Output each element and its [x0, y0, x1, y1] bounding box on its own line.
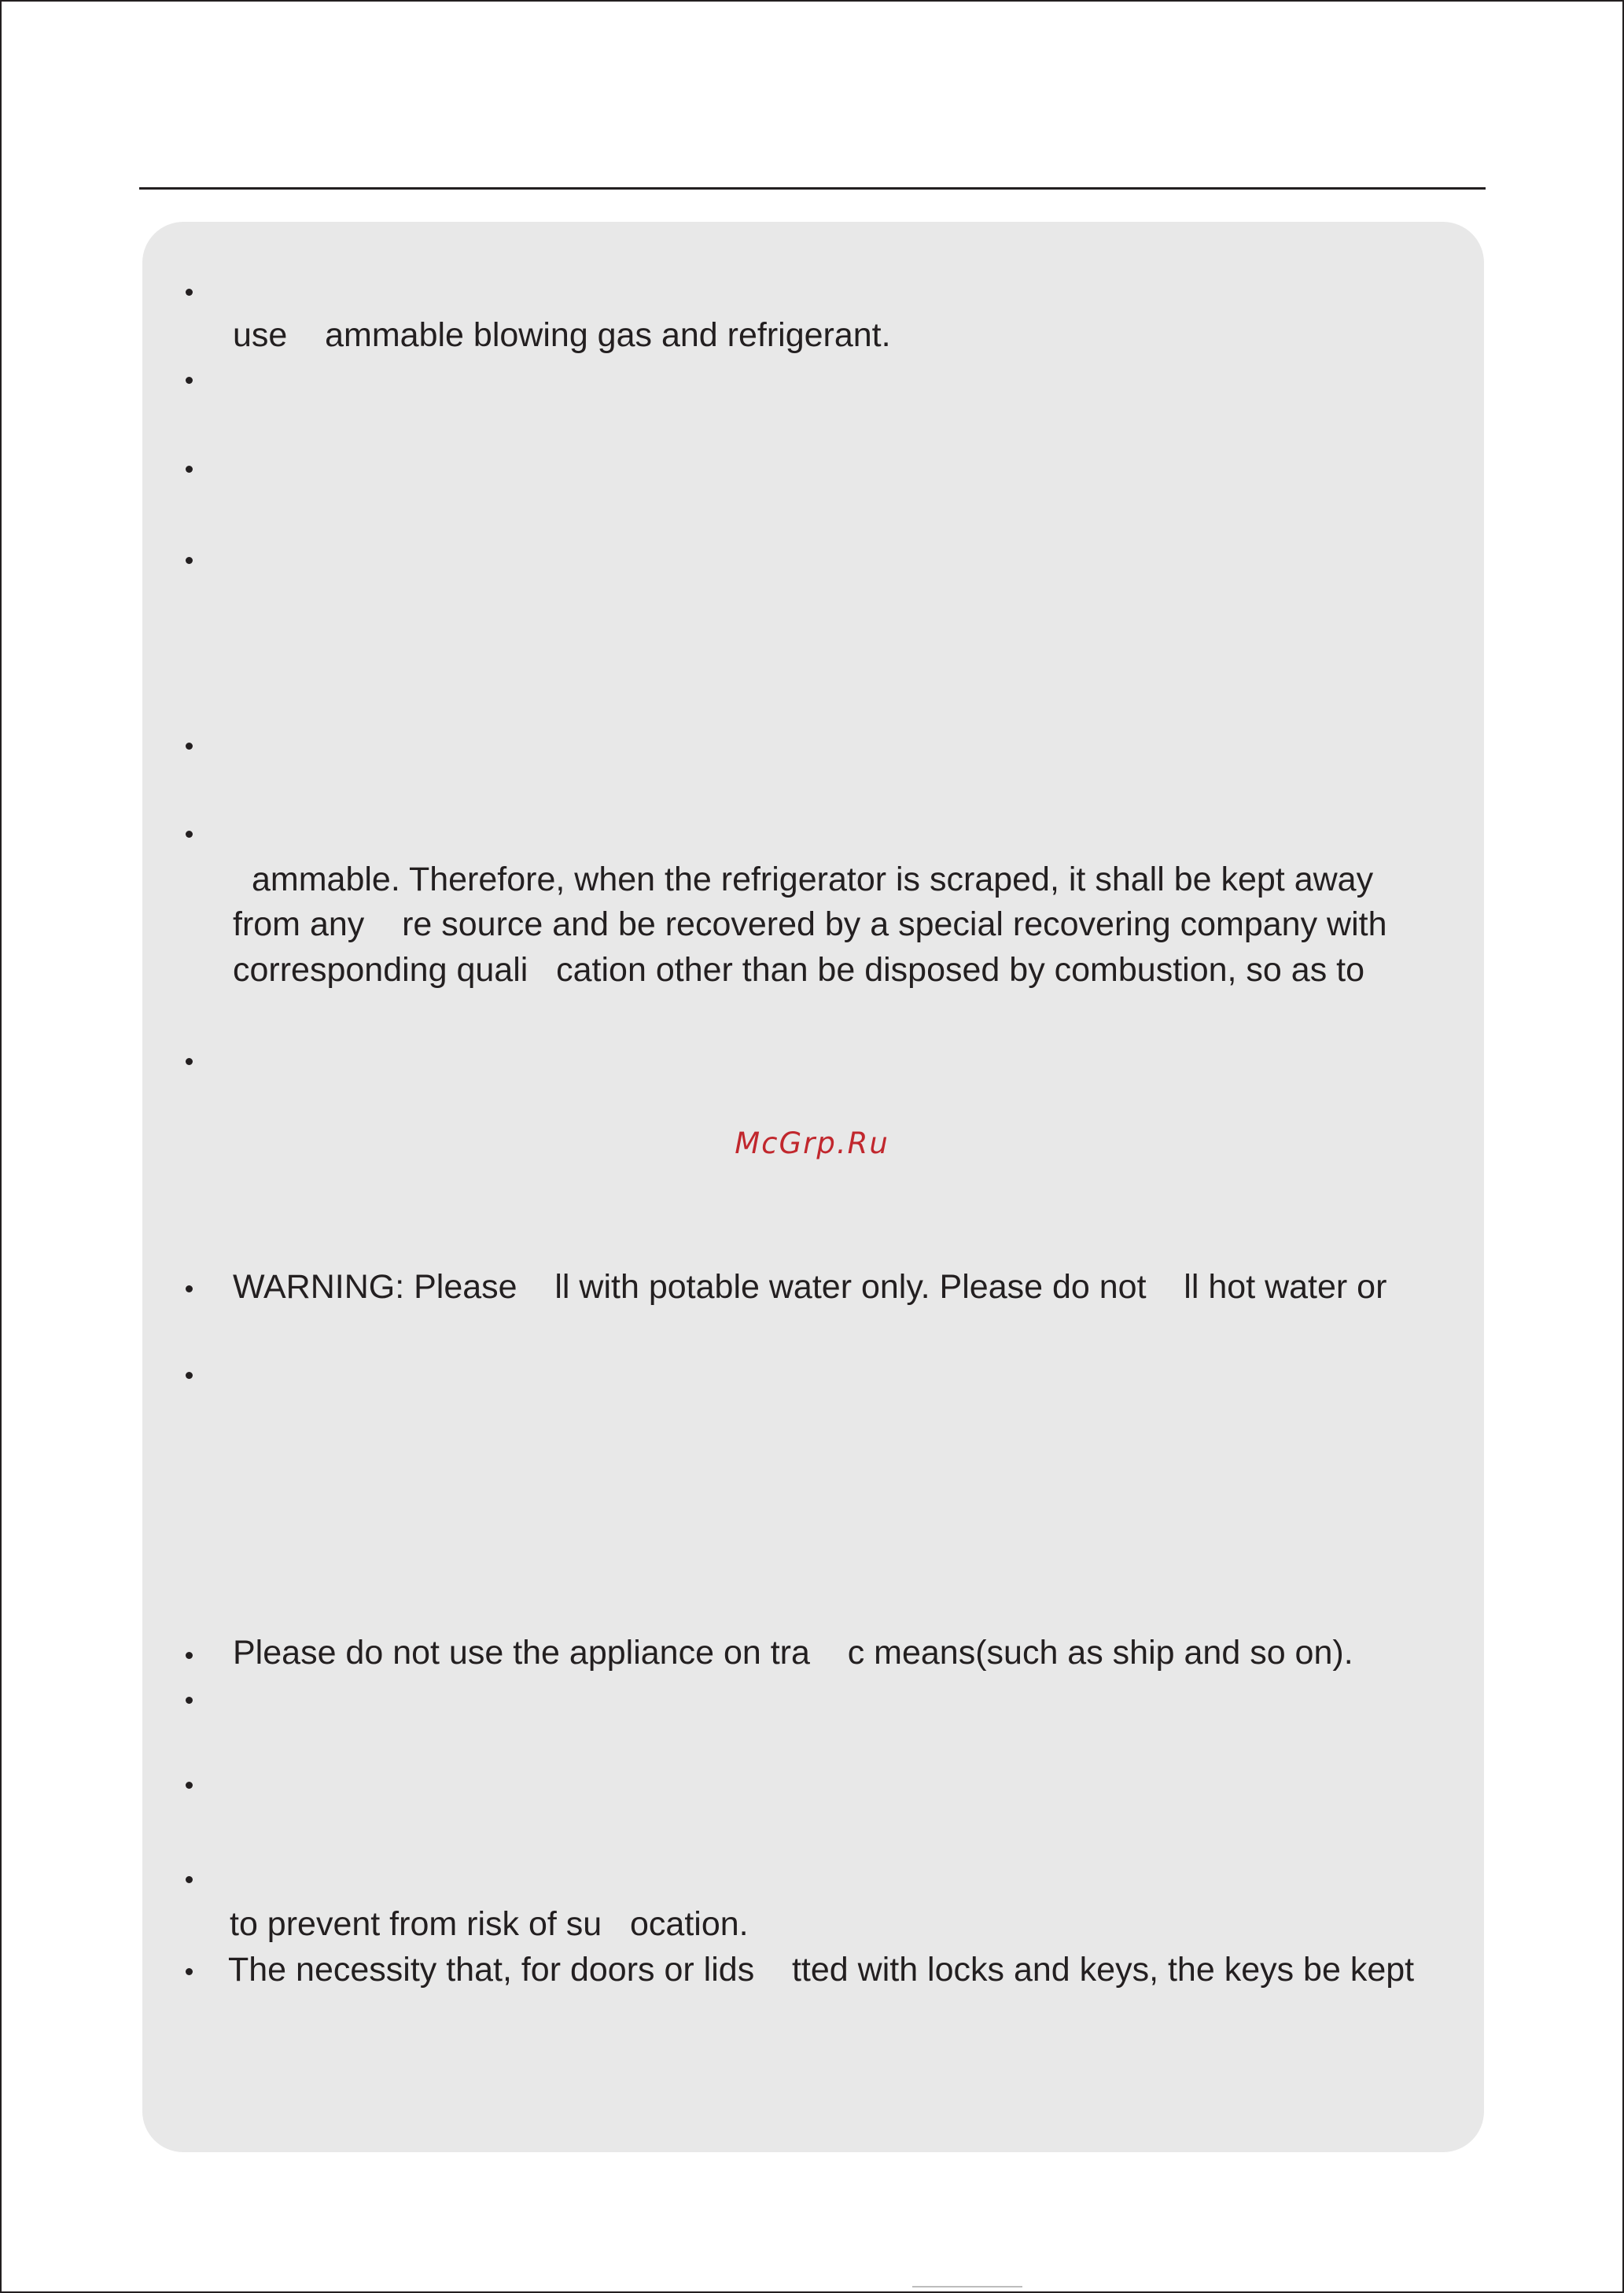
text-line-flammable-gas: use ammable blowing gas and refrigerant. [233, 316, 891, 354]
bullet-5 [186, 743, 193, 750]
bullet-3 [186, 466, 193, 473]
text-line-warning: WARNING: Please ll with potable water only. Please do not ll hot water or [233, 1268, 1387, 1306]
bullet-7 [186, 1058, 193, 1065]
text-line-qualification: corresponding quali cation other than be disposed by combustion, so as to [233, 951, 1365, 989]
bullet-4 [186, 557, 193, 564]
bullet-14 [186, 1968, 193, 1975]
bullet-9 [186, 1372, 193, 1379]
bullet-6 [186, 831, 193, 838]
text-line-suffocation: to prevent from risk of su ocation. [230, 1905, 749, 1943]
header-rule [139, 187, 1486, 190]
text-line-fire-source: from any re source and be recovered by a special recovering company with [233, 905, 1387, 943]
content-panel [142, 222, 1484, 2152]
bullet-12 [186, 1782, 193, 1789]
bullet-13 [186, 1876, 193, 1883]
footer-mark [912, 2286, 1022, 2287]
bullet-2 [186, 377, 193, 384]
bullet-11 [186, 1697, 193, 1704]
text-line-locks-keys: The necessity that, for doors or lids tted with locks and keys, the keys be kept [228, 1951, 1415, 1989]
text-line-traffic-means: Please do not use the appliance on tra c means(such as ship and so on). [233, 1634, 1353, 1672]
bullet-1 [186, 289, 193, 296]
bullet-10 [186, 1652, 193, 1659]
text-line-scraped: ammable. Therefore, when the refrigerator is scraped, it shall be kept away [252, 861, 1374, 898]
bullet-8 [186, 1285, 193, 1292]
watermark: McGrp.Ru [735, 1126, 889, 1160]
